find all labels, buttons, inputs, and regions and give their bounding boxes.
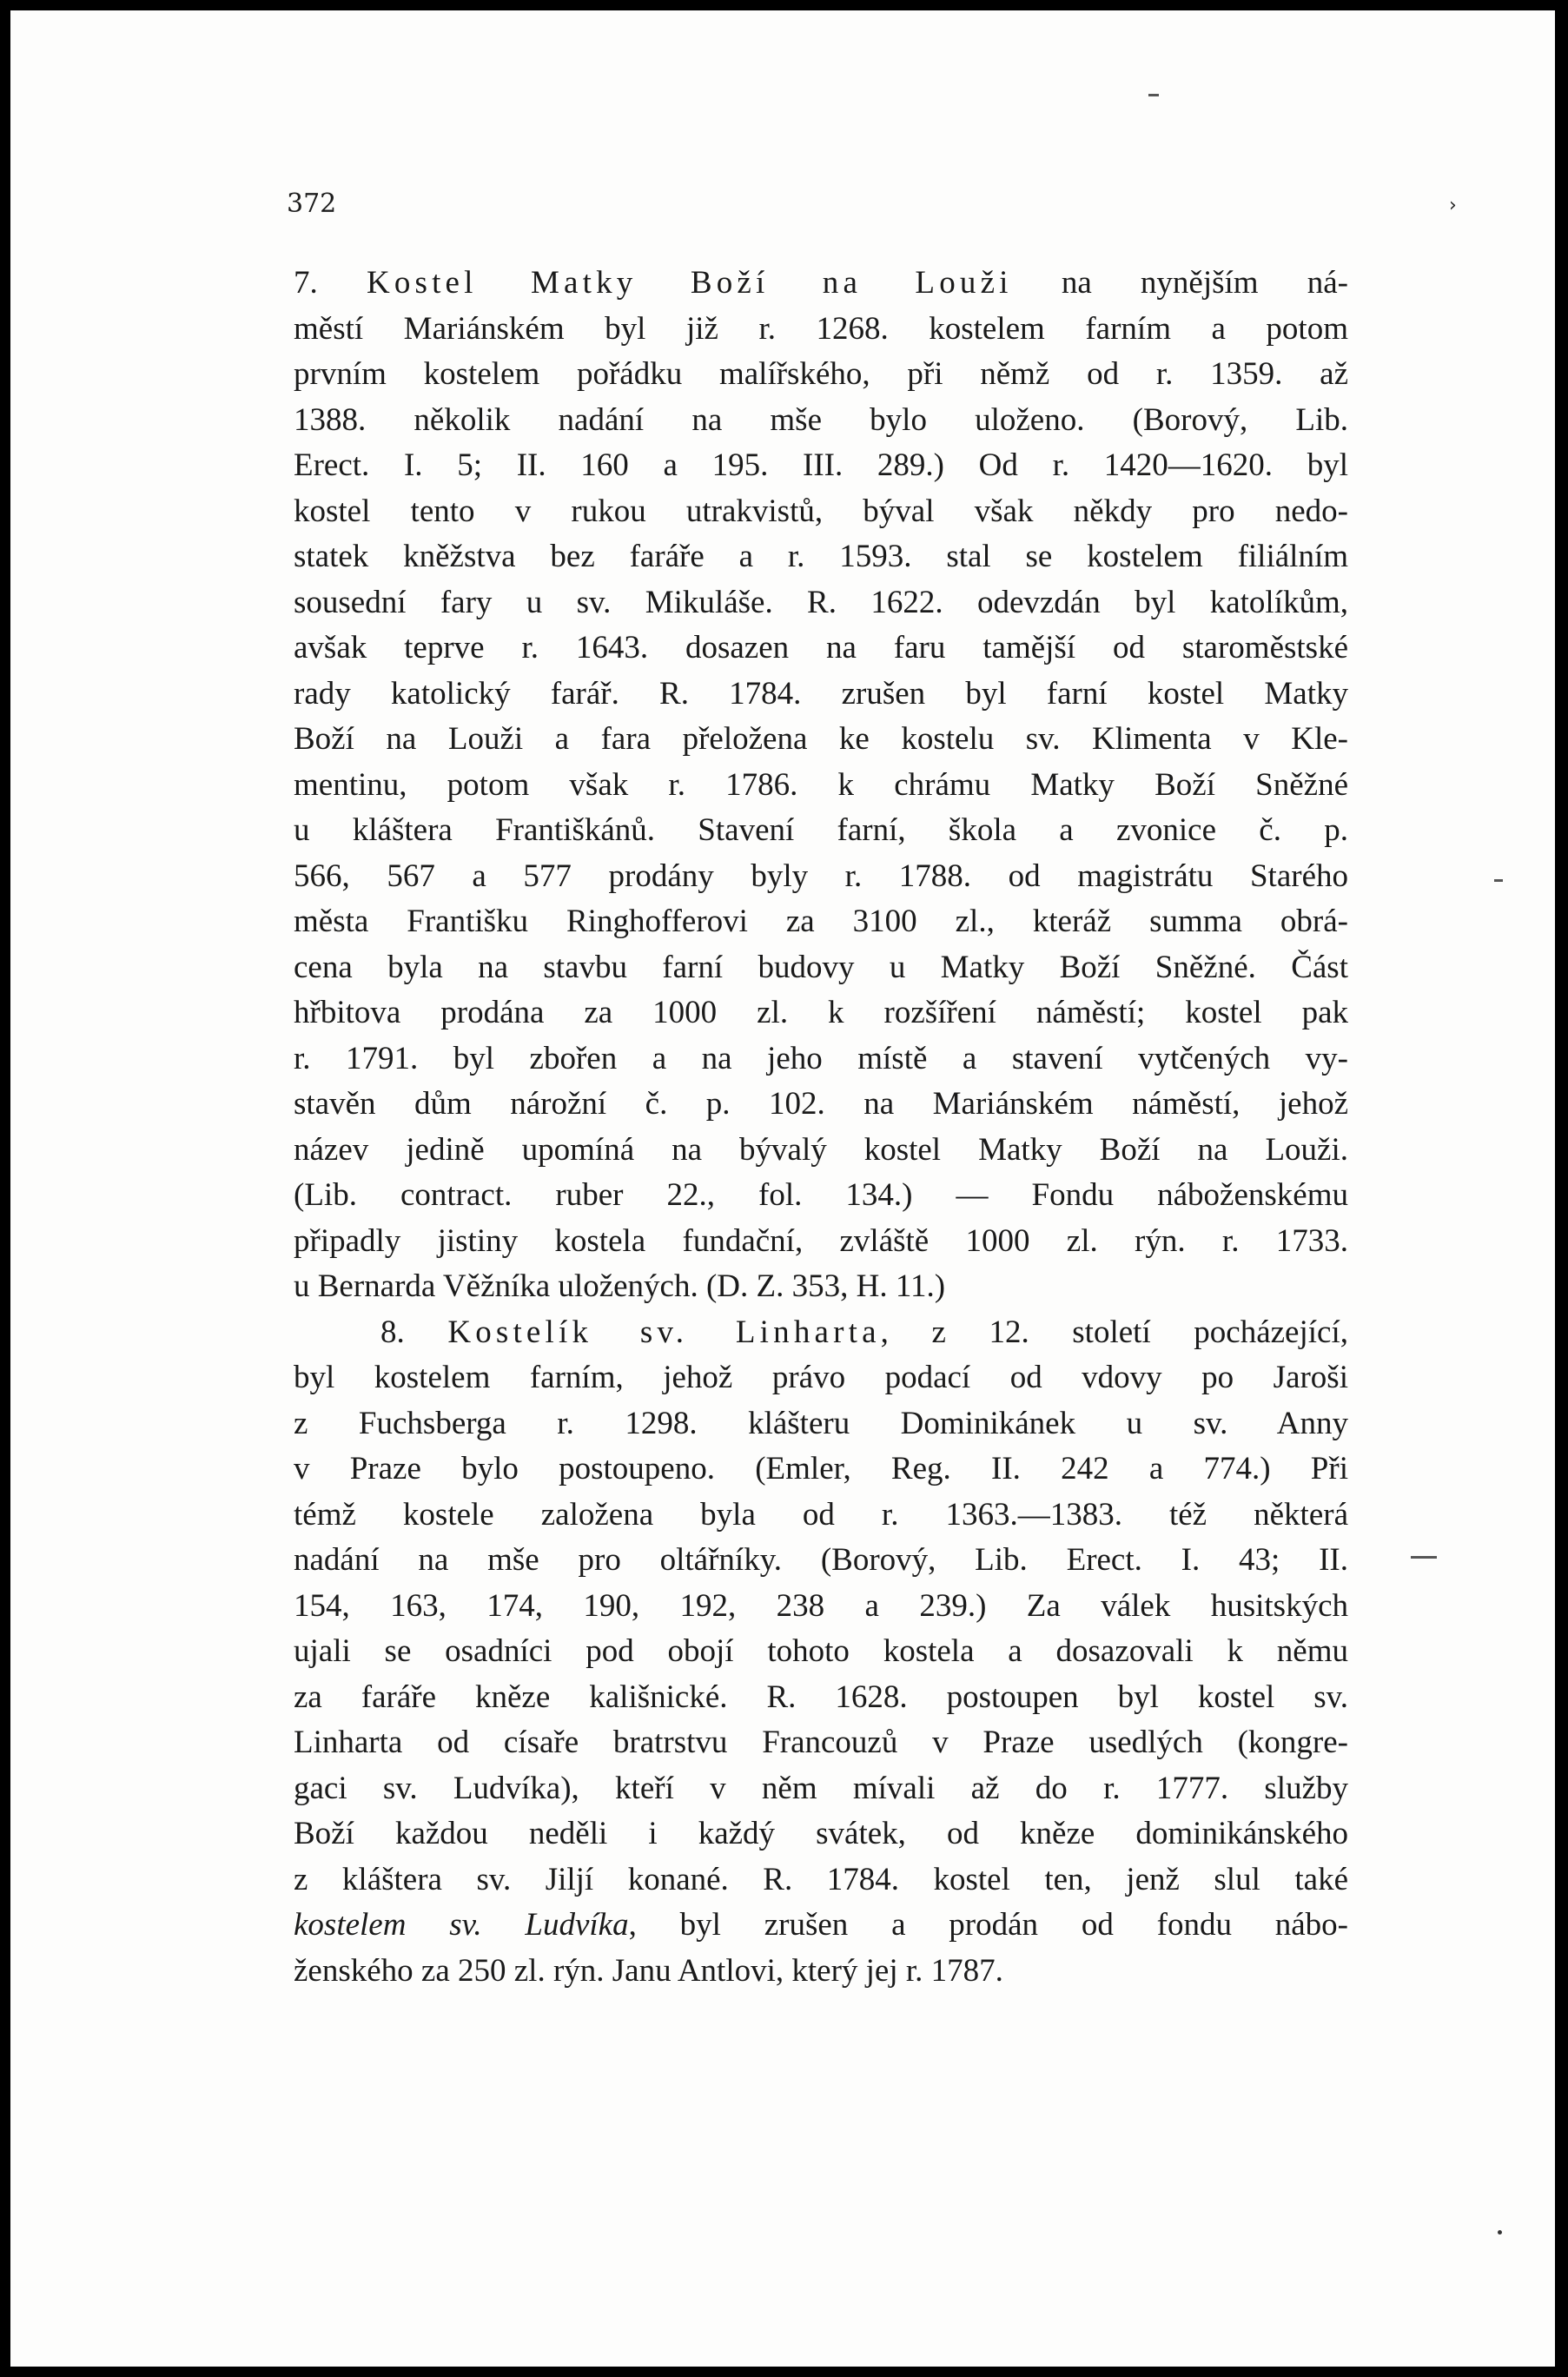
text-segment: Erect. I. 5; II. 160 a 195. III. 289.) Od r. 1420—1620. byl	[294, 447, 1348, 483]
text-line	[294, 1675, 1348, 1721]
text-line	[294, 1173, 1348, 1219]
text-line	[294, 1082, 1348, 1128]
text-line	[294, 398, 1348, 444]
text-segment: Linharta od císaře bratrstvu Francouzů v Praze usedlých (kongre-	[294, 1725, 1348, 1760]
text-segment: na nynějším ná-	[1012, 265, 1349, 301]
text-segment: u Bernarda Věžníka uložených. (D. Z. 353, H. 11.)	[294, 1268, 946, 1304]
text-line	[294, 1811, 1348, 1857]
text-segment: připadly jistiny kostela fundační, zvláště 1000 zl. rýn. r. 1733.	[294, 1222, 1348, 1259]
text-segment: 8.	[380, 1314, 448, 1350]
text-segment: mentinu, potom však r. 1786. k chrámu Matky Boží Sněžné	[294, 766, 1348, 803]
text-segment: městí Mariánském byl již r. 1268. kostelem farním a potom	[294, 310, 1348, 347]
text-line	[294, 1766, 1348, 1812]
text-line	[294, 1128, 1348, 1174]
text-segment: , byl zrušen a prodán od fondu nábo-	[628, 1907, 1348, 1943]
text-segment: Boží každou neděli i každý svátek, od kněze dominikánského	[294, 1816, 1348, 1851]
text-segment: statek kněžstva bez faráře a r. 1593. stal se kostelem filiálním	[294, 539, 1348, 574]
text-line	[294, 1949, 1348, 1995]
text-segment: , z 12. století pocházející,	[880, 1314, 1348, 1350]
text-segment: avšak teprve r. 1643. dosazen na faru tamější od staroměstské	[294, 630, 1348, 665]
corner-mark-icon: ›	[1449, 195, 1457, 216]
text-line	[294, 1355, 1348, 1401]
text-line	[294, 1036, 1348, 1083]
text-line	[294, 1538, 1348, 1584]
margin-speck-icon	[1494, 879, 1503, 882]
text-line	[294, 1219, 1348, 1265]
text-line	[294, 352, 1348, 398]
text-line	[294, 808, 1348, 854]
text-segment: gaci sv. Ludvíka), kteří v něm mívali až do r. 1777. služby	[294, 1770, 1348, 1806]
text-segment: 1388. několik nadání na mše bylo uloženo. (Borový, Lib.	[294, 401, 1348, 438]
text-segment: stavěn dům nárožní č. p. 102. na Mariánském náměstí, jehož	[294, 1086, 1348, 1122]
text-segment: ženského za 250 zl. rýn. Janu Antlovi, který jej r. 1787.	[294, 1952, 1003, 1989]
text-segment: hřbitova prodána za 1000 zl. k rozšíření náměstí; kostel pak	[294, 995, 1348, 1030]
text-segment: témž kostele založena byla od r. 1363.—1383. též některá	[294, 1496, 1348, 1533]
text-line	[294, 899, 1348, 945]
text-line	[294, 534, 1348, 580]
text-segment: z Fuchsberga r. 1298. klášteru Dominikánek u sv. Anny	[294, 1405, 1348, 1441]
text-segment: u kláštera Františkánů. Stavení farní, škola a zvonice č. p.	[294, 812, 1348, 848]
text-segment: 7.	[294, 265, 367, 301]
text-line	[294, 672, 1348, 718]
text-line	[294, 443, 1348, 489]
text-line	[294, 626, 1348, 672]
text-segment: sousední fary u sv. Mikuláše. R. 1622. odevzdán byl katolíkům,	[294, 584, 1348, 620]
text-line	[294, 261, 1348, 307]
margin-speck-icon	[1148, 94, 1159, 96]
text-segment: prvním kostelem pořádku malířského, při němž od r. 1359. až	[294, 356, 1348, 392]
text-segment: byl kostelem farním, jehož právo podací od vdovy po Jaroši	[294, 1360, 1348, 1395]
text-segment: z kláštera sv. Jiljí konané. R. 1784. kostel ten, jenž slul také	[294, 1861, 1348, 1897]
text-line	[294, 1903, 1348, 1949]
spaced-heading-text: Kostel Matky Boží na Louži	[366, 265, 1013, 301]
text-line	[294, 1857, 1348, 1904]
text-line	[294, 489, 1348, 535]
text-line	[294, 1629, 1348, 1675]
text-segment: r. 1791. byl zbořen a na jeho místě a stavení vytčených vy-	[294, 1040, 1348, 1076]
text-line	[294, 990, 1348, 1036]
text-line	[294, 1720, 1348, 1766]
text-segment: (Lib. contract. ruber 22., fol. 134.) — Fondu náboženskému	[294, 1177, 1348, 1213]
text-line	[294, 1447, 1348, 1493]
margin-speck-icon	[1411, 1556, 1437, 1559]
text-line	[294, 1310, 1348, 1356]
text-segment: za faráře kněze kališnické. R. 1628. postoupen byl kostel sv.	[294, 1678, 1348, 1715]
text-line	[294, 1264, 1348, 1310]
spaced-heading-text: Kostelík sv. Linharta	[447, 1314, 881, 1350]
text-line	[294, 717, 1348, 763]
text-segment: kostel tento v rukou utrakvistů, býval však někdy pro nedo-	[294, 493, 1348, 529]
text-segment: města Františku Ringhofferovi za 3100 zl., kteráž summa obrá-	[294, 904, 1348, 939]
text-line	[294, 1584, 1348, 1630]
book-page	[10, 10, 1555, 2367]
text-segment: v Praze bylo postoupeno. (Emler, Reg. II. 242 a 774.) Při	[294, 1451, 1348, 1486]
text-segment: název jedině upomíná na bývalý kostel Matky Boží na Louži.	[294, 1131, 1348, 1168]
text-segment: 566, 567 a 577 prodány byly r. 1788. od magistrátu Starého	[294, 857, 1348, 894]
margin-speck-icon	[1498, 2230, 1502, 2235]
text-line	[294, 763, 1348, 809]
text-line	[294, 580, 1348, 626]
text-segment: cena byla na stavbu farní budovy u Matky Boží Sněžné. Část	[294, 949, 1348, 985]
text-line	[294, 1493, 1348, 1539]
text-line	[294, 945, 1348, 991]
text-line	[294, 1401, 1348, 1447]
text-segment: Boží na Louži a fara přeložena ke kostelu sv. Klimenta v Kle-	[294, 721, 1348, 757]
text-segment: nadání na mše pro oltářníky. (Borový, Lib. Erect. I. 43; II.	[294, 1542, 1348, 1578]
page-number: 372	[287, 189, 337, 219]
text-segment: ujali se osadníci pod obojí tohoto kostela a dosazovali k němu	[294, 1633, 1348, 1669]
body-text	[294, 261, 1348, 1994]
text-segment: 154, 163, 174, 190, 192, 238 a 239.) Za válek husitských	[294, 1587, 1348, 1624]
italic-text: kostelem sv. Ludvíka	[294, 1907, 629, 1943]
text-line	[294, 854, 1348, 900]
text-segment: rady katolický farář. R. 1784. zrušen byl farní kostel Matky	[294, 675, 1348, 712]
text-line	[294, 307, 1348, 353]
